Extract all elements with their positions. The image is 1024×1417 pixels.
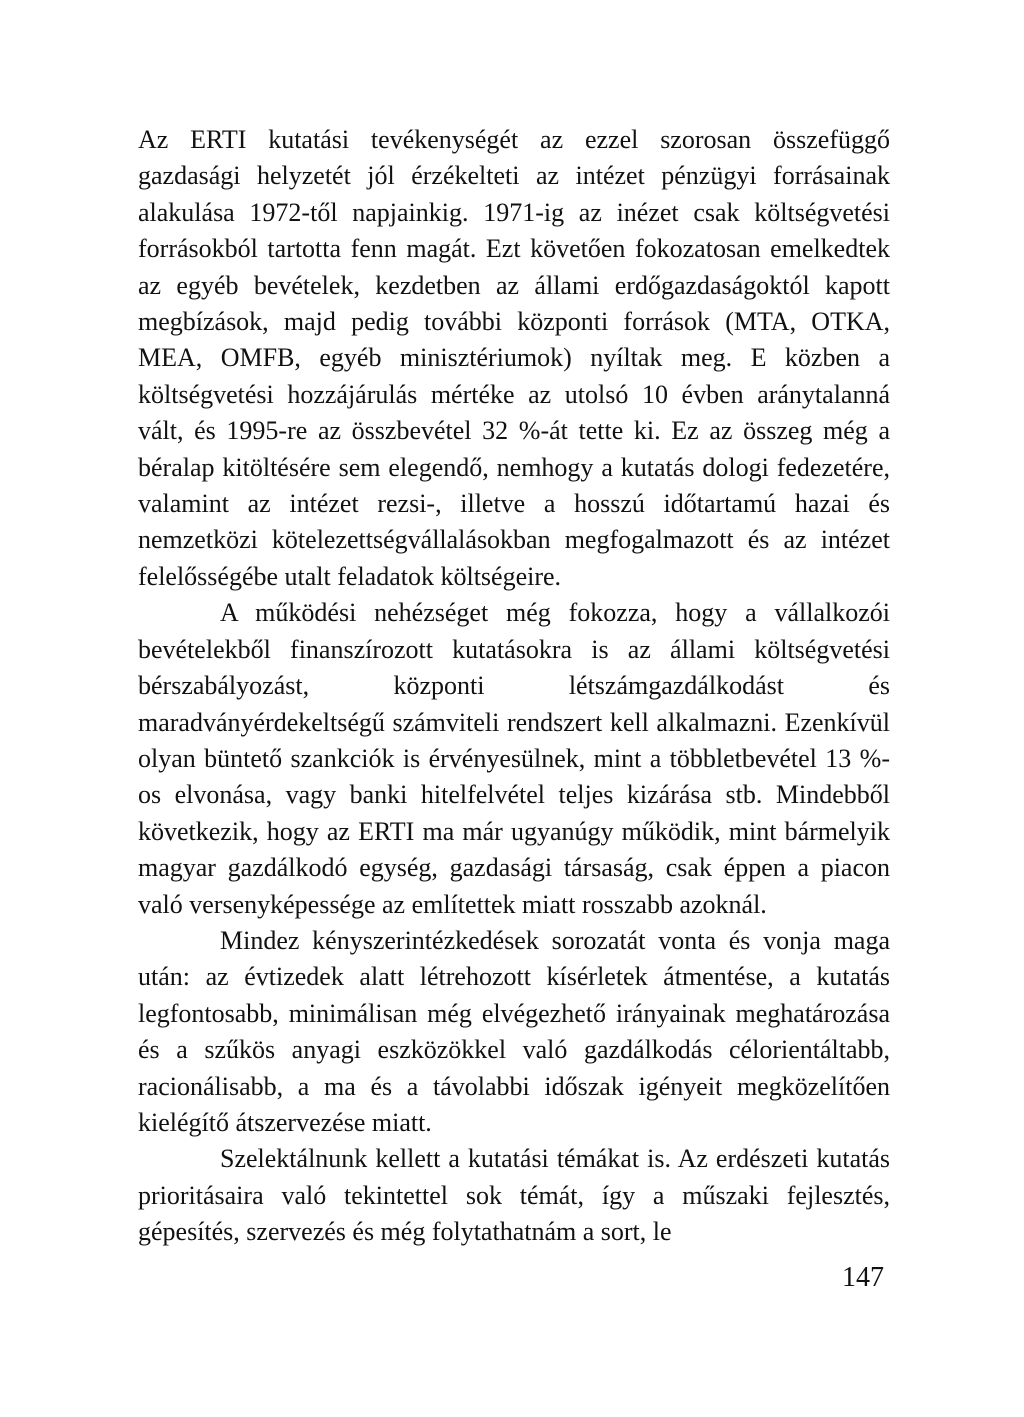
page-body [138,122,890,1251]
paragraph-2: A működési nehézséget még fokozza, hogy a vállalkozói bevételekből finanszírozott kutatásokra is az állami költségvetési bérszabályozást, központi létszámgazdálkodást és maradványérdekeltségű számviteli rendszert kell alkalmazni. Ezenkívül olyan büntető szankciók is érvényesülnek, mint a többletbevétel 13 %-os elvonása, vagy banki hitelfelvétel teljes kizárása stb. Mindebből következik, hogy az ERTI ma már ugyanúgy működik, mint bármelyik magyar gazdálkodó egység, gazdasági társaság, csak éppen a piacon való versenyképessége az említettek miatt rosszabb azoknál. [138,598,890,919]
paragraph-1: Az ERTI kutatási tevékenységét az ezzel szorosan összefüggő gazdasági helyzetét jól érzékelteti az intézet pénzügyi forrásainak alakulása 1972-től napjainkig. 1971-ig az inézet csak költségvetési forrásokból tartotta fenn magát. Ezt követően fokozatosan emelkedtek az egyéb bevételek, kezdetben az állami erdőgazdaságoktól kapott megbízások, majd pedig további központi források (MTA, OTKA, MEA, OMFB, egyéb minisztériumok) nyíltak meg. E közben a költségvetési hozzájárulás mértéke az utolsó 10 évben aránytalanná vált, és 1995-re az összbevétel 32 %-át tette ki. Ez az összeg még a béralap kitöltésére sem elegendő, nemhogy a kutatás dologi fedezetére, valamint az intézet rezsi-, illetve a hosszú időtartamú hazai és nemzetközi kötelezettségvállalásokban megfogalmazott és az intézet felelősségébe utalt feladatok költségeire. [138,125,890,591]
page-number: 147 [842,1262,884,1293]
paragraph-3: Mindez kényszerintézkedések sorozatát vonta és vonja maga után: az évtizedek alatt létrehozott kísérletek átmentése, a kutatás legfontosabb, minimálisan még elvégezhető irányainak meghatározása és a szűkös anyagi eszközökkel való gazdálkodás célorientáltabb, racionálisabb, a ma és a távolabbi időszak igényeit megközelítően kielégítő átszervezése miatt. [138,925,890,1137]
paragraph-4: Szelektálnunk kellett a kutatási témákat is. Az erdészeti kutatás prioritásaira való tekintettel sok témát, így a műszaki fejlesztés, gépesítés, szervezés és még folytathatnám a sort, le [138,1144,890,1247]
